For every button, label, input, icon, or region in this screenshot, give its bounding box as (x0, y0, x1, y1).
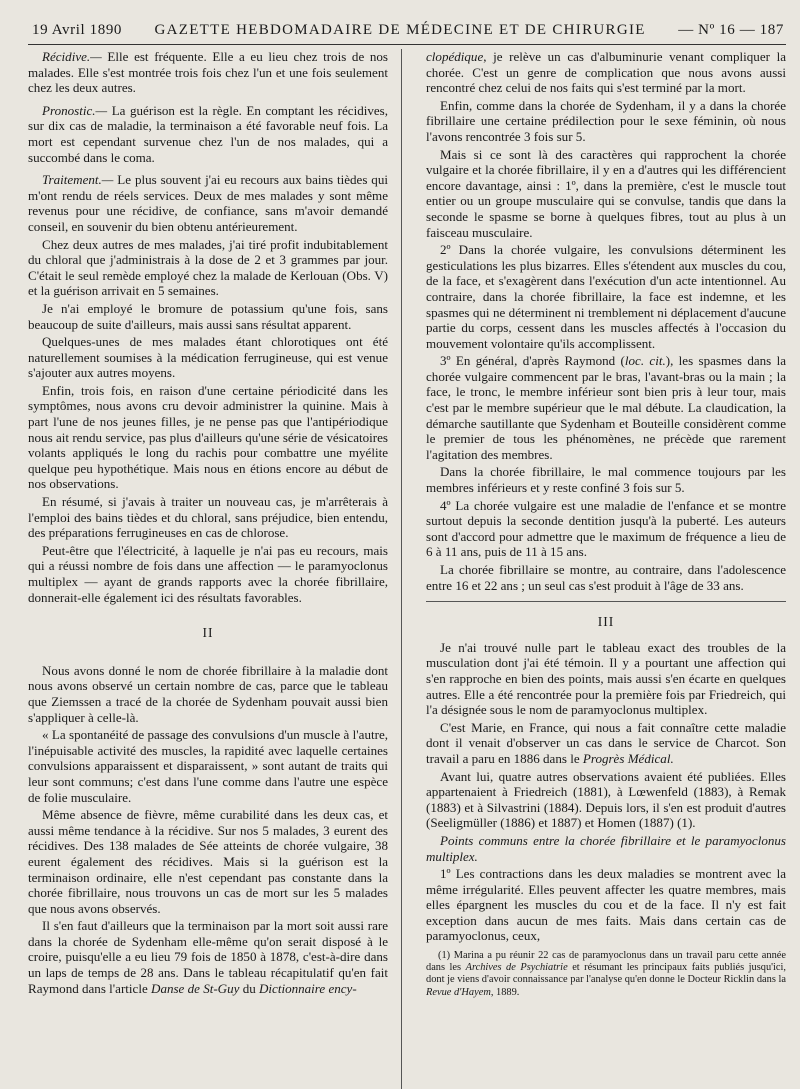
header-journal-title: GAZETTE HEBDOMADAIRE DE MÉDECINE ET DE CHIRURGIE (154, 22, 646, 38)
paragraph: 2º Dans la chorée vulgaire, les convulsions déterminent les gesticulations les plus bizarres. Elles s'étendent aux muscles du cou, de la face, et s'exagèrent dans l'exécution d'un acte intentionnel. Au contraire, dans la chorée fibrillaire, la face est indemne, et les spasmes qui ne déterminent ni tremblement ni déplacement d'aucune partie du corps, cessent dans les muscles affectés à l'occasion du mouvement volontaire qu'ils accomplissent. (426, 242, 786, 351)
paragraph: La chorée fibrillaire se montre, au contraire, dans l'adolescence entre 16 et 22 ans ; un seul cas s'est produit à l'âge de 33 ans. (426, 562, 786, 593)
paragraph: C'est Marie, en France, qui nous a fait connaître cette maladie dont il venait d'observer un cas dans le service de Charcot. Son travail a paru en 1886 dans le Progrès Médical. (426, 719, 786, 766)
section-heading-2: II (202, 625, 214, 641)
paragraph: Quelques-unes de mes malades étant chlorotiques ont été naturellement soumises à la médication ferrugineuse, qui est venue s'ajouter aux autres moyens. (28, 334, 388, 381)
paragraph: Il s'en faut d'ailleurs que la terminaison par la mort soit aussi rare dans la chorée de Sydenham elle-même qu'on serait disposé à le croire, puisqu'elle a eu lieu 79 fois de 1850 à 1878, c'est-à-dire dans un laps de temps de 28 ans. Dans le tableau récapitulatif qu'en fait Raymond dans l'article Danse de St-Guy du Dictionnaire ency- (28, 918, 388, 996)
paragraph: Nous avons donné le nom de chorée fibrillaire à la maladie dont nous avons observé un certain nombre de cas, parce que le tableau que Ziemssen a tracé de la chorée de Sydenham pouvait aussi bien s'appliquer à celle-là. (28, 662, 388, 725)
paragraph: Chez deux autres de mes malades, j'ai tiré profit indubitablement du chloral que j'administrais à la dose de 2 et 3 grammes par jour. C'était le seul remède employé chez la malade de Kerlouan (Obs. V) et la guérison arrivait en 5 semaines. (28, 236, 388, 299)
header-date: 19 Avril 1890 (32, 22, 123, 38)
left-column (28, 49, 388, 999)
section-heading-3: III (597, 614, 615, 630)
paragraph: Enfin, comme dans la chorée de Sydenham, il y a dans la chorée fibrillaire une certaine prédilection pour le sexe féminin, où nous l'avons rencontrée 3 fois sur 5. (426, 97, 786, 144)
paragraph: Je n'ai employé le bromure de potassium qu'une fois, sans beaucoup de suite d'ailleurs, mais aussi sans résultat apparent. (28, 300, 388, 332)
two-column-body (28, 49, 786, 999)
running-header (28, 22, 786, 45)
paragraph: 1º Les contractions dans les deux maladies se montrent avec la même irrégularité. Elles peuvent affecter les quatre membres, mais elles épargnent les muscles du cou et de la face. Il n'y est fait exception dans aucun de mes faits. Mais dans certain cas de paramyoclonus, ceux, (426, 866, 786, 944)
paragraph: Même absence de fièvre, même curabilité dans les deux cas, et aussi même tendance à la récidive. Sur nos 5 malades, 3 eurent des récidives. Des 138 malades de Sée atteints de chorée vulgaire, 38 eurent également des récidives. Mais si la guérison est la terminaison ordinaire, elle n'est cependant pas constante dans la chorée fibrillaire, nous trouvons un cas de mort sur les 5 malades que nous avons observés. (28, 807, 388, 916)
header-issue-page: — Nº 16 — 187 (678, 22, 784, 38)
paragraph: Enfin, trois fois, en raison d'une certaine périodicité dans les symptômes, nous avons cru devoir administrer la quinine. Mais à part l'une de nos jeunes filles, je ne pense pas que l'antipériodique nous ait rendu service, pas plus d'ailleurs qu'une série de vésicatoires volants appliqués le long du rachis pour combattre une myélite quelque peu hypothétique. Mais nous en étions encore au début de nos observations. (28, 382, 388, 492)
paragraph-pronostic: Pronostic.— La guérison est la règle. En comptant les récidives, sur dix cas de maladie, la terminaison a été favorable neuf fois. La mort est cependant survenue chez l'un de nos malades, qui a succombé dans le coma. (28, 102, 388, 165)
paragraph: 3º En général, d'après Raymond (loc. cit.), les spasmes dans la chorée vulgaire commencent par le bras, l'avant-bras ou la main ; la face, le tronc, le membre inférieur sont bien pris à leur tour, mais c'est par le membre supérieur que le mal débute. La claudication, la démarche sautillante que Sydenham et Bouteille considèrent comme le premier de tous les phénomènes, ne précède que rarement l'agitation des membres. (426, 353, 786, 462)
footnote: (1) Marina a pu réunir 22 cas de paramyoclonus dans un travail paru cette année dans les Archives de Psychiatrie et résumant les principaux faits publiés jusqu'ici, dont je viens d'avoir connaissance par l'analyse qu'en donne le Docteur Ricklin dans la Revue d'Hayem, 1889. (426, 950, 786, 998)
paragraph: En résumé, si j'avais à traiter un nouveau cas, je m'arrêterais à l'emploi des bains tièdes et du chloral, sans préjudice, bien entendu, des préparations ferrugineuses en cas de chlorose. (28, 494, 388, 541)
subheading-points-communs: Points communs entre la chorée fibrillaire et le paramyoclonus multiplex. (426, 832, 786, 864)
paragraph: Mais si ce sont là des caractères qui rapprochent la chorée vulgaire et la chorée fibrillaire, il y en a d'autres qui les différencient encore davantage, ainsi : 1º, dans la première, c'est le muscle tout entier ou un groupe musculaire qui se convulse, tandis que dans la seconde le spasme se borne à quelques fibres, tout au plus à un faisceau musculaire. (426, 146, 786, 240)
paragraph-recidive: Récidive.— Elle est fréquente. Elle a eu lieu chez trois de nos malades. Elle s'est montrée trois fois chez l'un et une fois seulement chez les deux autres. (28, 49, 388, 96)
paragraph: clopédique, je relève un cas d'albuminurie venant compliquer la chorée. C'est un genre de complication que nous avons aussi rencontré chez celui de nos faits qui s'est terminé par la mort. (426, 49, 786, 96)
paragraph-quote: « La spontanéité de passage des convulsions d'un muscle à l'autre, l'inépuisable activité des muscles, la rapidité avec laquelle certaines convulsions apparaissent et disparaissent, » sont autant de traits qui leur sont communs; c'est dans l'une comme dans l'autre une espèce de folie musculaire. (28, 727, 388, 805)
paragraph: Avant lui, quatre autres observations avaient été publiées. Elles appartenaient à Friedreich (1881), à Lœwenfeld (1883), à Remak (1883) et à Silvastrini (1884). Depuis lors, il s'en est produit d'autres (Seeligmüller (1886) et 1887) et Homen (1887) (1). (426, 768, 786, 831)
paragraph: 4º La chorée vulgaire est une maladie de l'enfance et se montre surtout depuis la seconde dentition jusqu'à la puberté. Les auteurs sont d'accord pour admettre que le maximum de fréquence a lieu de 6 à 11 ans, puis de 11 à 15 ans. (426, 497, 786, 560)
paragraph-traitement: Traitement.— Le plus souvent j'ai eu recours aux bains tièdes qui m'ont rendu de réels services. Deux de mes malades y sont même revenus pour une récidive, de confiance, sans m'avoir demandé conseil, en souvenir du bien obtenu antérieurement. (28, 172, 388, 234)
section-divider (426, 601, 786, 602)
paragraph: Peut-être que l'électricité, à laquelle je n'ai pas eu recours, mais qui a réussi nombre de fois dans une affection — le paramyoclonus multiplex — ayant de grands rapports avec la chorée fibrillaire, donnerait-elle également ici des résultats favorables. (28, 542, 388, 605)
paragraph: Dans la chorée fibrillaire, le mal commence toujours par les membres inférieurs et y reste confiné 3 fois sur 5. (426, 464, 786, 496)
paragraph: Je n'ai trouvé nulle part le tableau exact des troubles de la musculation dont j'ai été témoin. Il y a pourtant une affection qui s'en rapproche en bien des points, mais aussi s'en écarte en quelques autres. Elle a été rencontrée pour la première fois par Friedreich, qui l'a désignée sous le nom de paramyoclonus multiplex. (426, 639, 786, 718)
right-column (426, 49, 786, 999)
